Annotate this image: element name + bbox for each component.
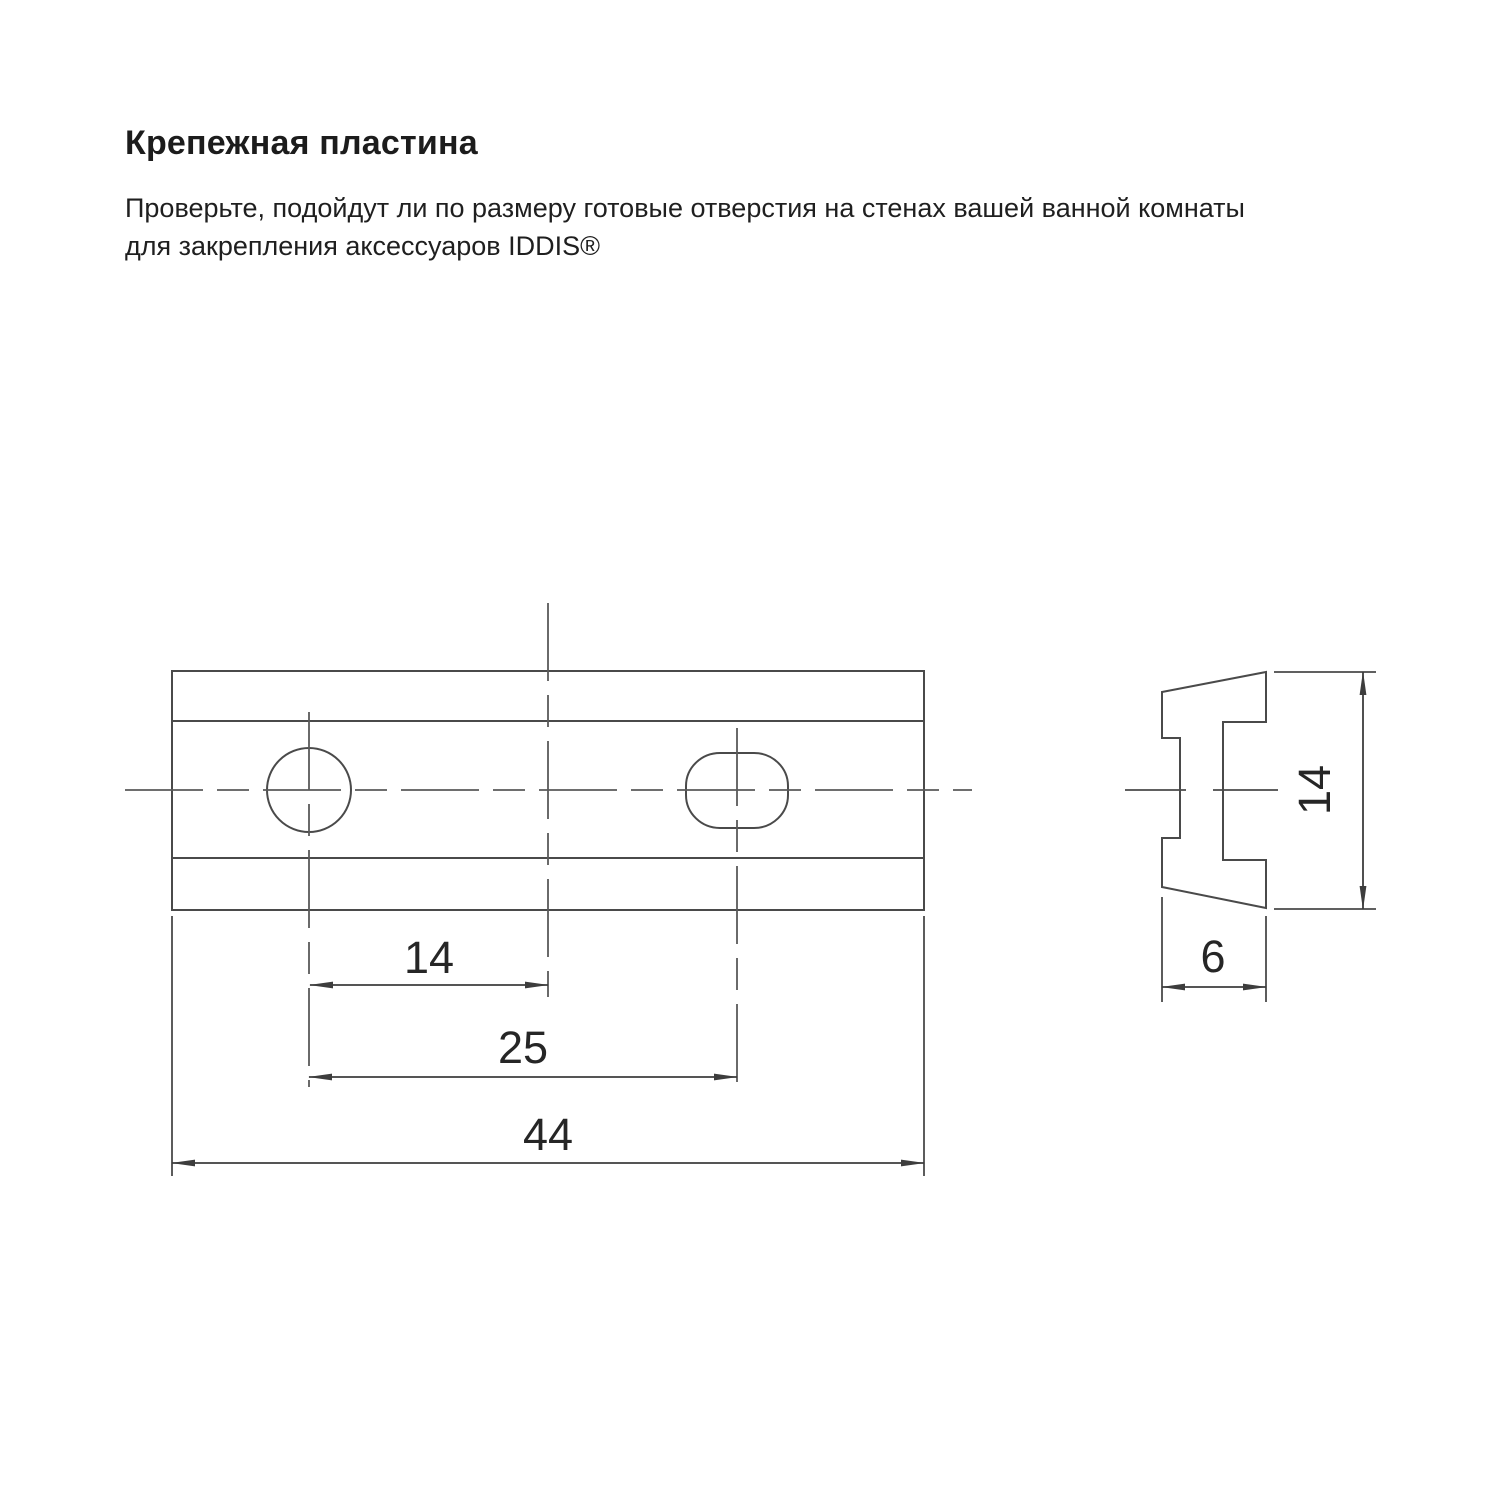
page-title: Крепежная пластина <box>125 124 478 162</box>
dim-label-14: 14 <box>403 932 455 983</box>
dimension-hole-to-hole <box>309 1022 737 1077</box>
dim-label-h14: 14 <box>1289 764 1340 816</box>
dim-label-44: 44 <box>522 1109 574 1160</box>
front-view <box>125 603 972 1176</box>
dimension-height <box>1274 672 1376 909</box>
dim-label-25: 25 <box>497 1022 549 1073</box>
dimension-depth <box>1162 897 1266 1002</box>
page-description-line1: Проверьте, подойдут ли по размеру готовые отверстия на стенах вашей ванной комнаты <box>125 193 1245 223</box>
dim-label-6: 6 <box>1200 931 1226 982</box>
side-view <box>1125 672 1376 1002</box>
page-description-line2: для закрепления аксессуаров IDDIS® <box>125 231 601 261</box>
dimension-hole-to-center <box>310 932 548 985</box>
